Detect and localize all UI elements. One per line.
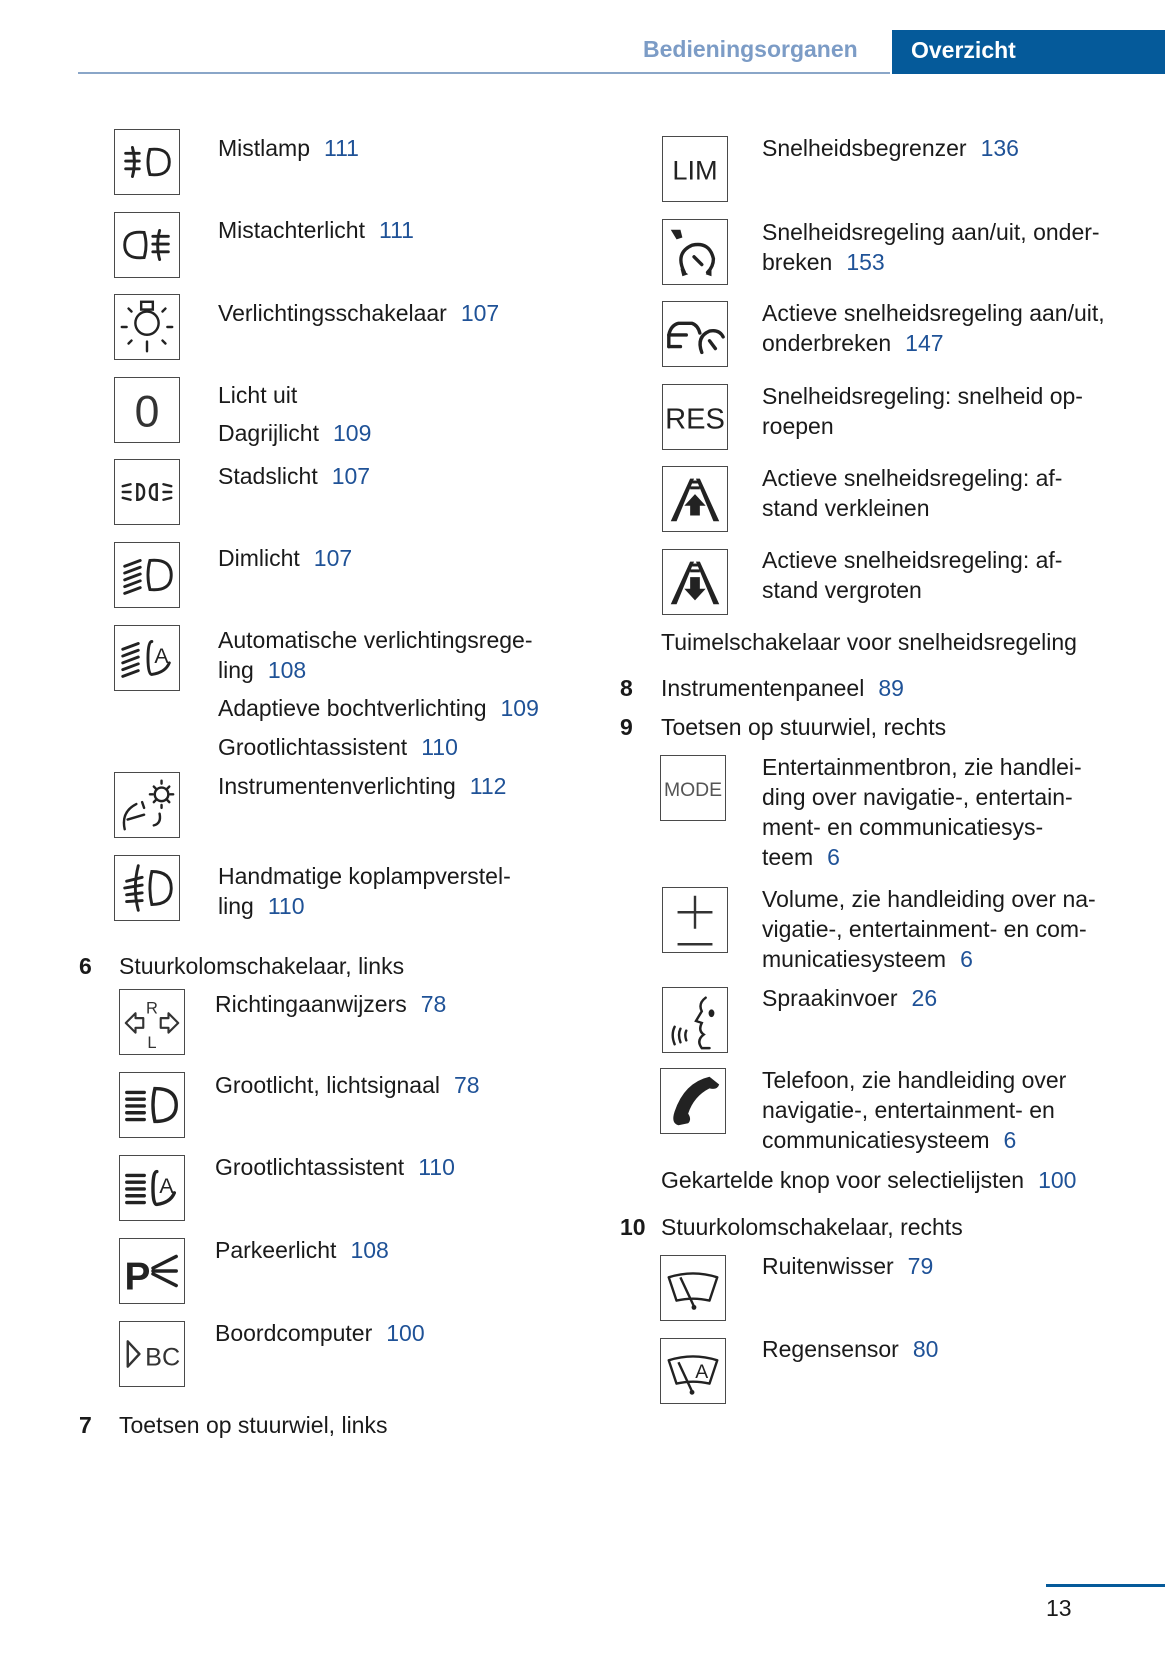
page-ref[interactable]: 89 <box>878 675 904 701</box>
turn-signal-icon <box>119 989 185 1055</box>
item-stadslicht: Stadslicht 107 <box>218 463 371 489</box>
svg-text:MODE: MODE <box>663 778 723 801</box>
item-automatische-verlichtingsregeling: Automatische verlichtingsrege- <box>218 627 533 653</box>
svg-text:BC: BC <box>145 1343 181 1372</box>
item-volume-l3: municatiesysteem 6 <box>762 946 973 972</box>
item-snelheidsbegrenzer: Snelheidsbegrenzer 136 <box>762 135 1019 161</box>
active-cruise-control-icon <box>662 301 728 367</box>
item-afstand-verkleinen-cont: stand verkleinen <box>762 495 930 521</box>
item-parkeerlicht: Parkeerlicht 108 <box>215 1237 389 1263</box>
item-snelheidsregeling-cont: breken 153 <box>762 249 885 275</box>
header-divider <box>78 72 890 74</box>
item-licht-uit: Licht uit <box>218 382 298 408</box>
item-grootlichtassistent: Grootlichtassistent 110 <box>218 734 458 760</box>
auto-headlight-icon <box>114 625 180 691</box>
section-number: 9 <box>620 714 633 740</box>
item-entertainmentbron-l4: teem 6 <box>762 844 840 870</box>
page-ref[interactable]: 112 <box>469 773 507 799</box>
svg-text:R: R <box>146 999 158 1018</box>
parking-light-icon <box>119 1238 185 1304</box>
item-tuimelschakelaar: Tuimelschakelaar voor snelheidsregeling <box>661 629 1077 655</box>
onboard-computer-icon <box>119 1321 185 1387</box>
page-ref[interactable]: 110 <box>421 734 458 760</box>
section-number: 6 <box>79 953 92 979</box>
item-afstand-vergroten-cont: stand vergroten <box>762 577 922 603</box>
page-ref[interactable]: 111 <box>324 135 359 161</box>
item-handmatige-koplampverstelling: Handmatige koplampverstel- <box>218 863 511 889</box>
page-ref[interactable]: 100 <box>386 1320 425 1346</box>
headlight-range-icon <box>114 855 180 921</box>
svg-text:L: L <box>147 1034 157 1053</box>
page-ref[interactable]: 108 <box>350 1237 389 1263</box>
svg-text:A: A <box>159 1173 174 1198</box>
svg-text:A: A <box>695 1360 709 1383</box>
item-dagrijlicht: Dagrijlicht 109 <box>218 420 372 446</box>
low-beam-icon <box>114 542 180 608</box>
rear-fog-light-icon <box>114 212 180 278</box>
page-ref[interactable]: 26 <box>911 985 938 1011</box>
svg-text:0: 0 <box>134 387 160 437</box>
svg-text:LIM: LIM <box>672 154 718 186</box>
page-ref[interactable]: 109 <box>332 420 372 446</box>
item-grootlicht-lichtsignaal: Grootlicht, lichtsignaal 78 <box>215 1072 480 1098</box>
item-instrumentenverlichting: Instrumentenverlichting 112 <box>218 773 507 799</box>
section-title-toetsen-stuurwiel-rechts: Toetsen op stuurwiel, rechts <box>661 714 947 740</box>
distance-decrease-icon <box>662 466 728 532</box>
wiper-icon <box>660 1255 726 1321</box>
item-telefoon-l2: navigatie-, entertainment- en <box>762 1097 1055 1123</box>
item-spraakinvoer: Spraakinvoer 26 <box>762 985 938 1011</box>
footer-divider <box>1046 1584 1165 1587</box>
page-ref[interactable]: 78 <box>454 1072 480 1098</box>
item-volume-l2: vigatie-, entertainment- en com- <box>762 916 1087 942</box>
lights-off-icon <box>114 377 180 443</box>
page-ref[interactable]: 78 <box>420 991 447 1017</box>
page-ref[interactable]: 110 <box>267 893 305 919</box>
page-ref[interactable]: 6 <box>1003 1127 1017 1153</box>
item-afstand-verkleinen: Actieve snelheidsregeling: af- <box>762 465 1063 491</box>
section-title-stuurkolomschakelaar-links: Stuurkolomschakelaar, links <box>119 953 405 979</box>
item-afstand-vergroten: Actieve snelheidsregeling: af- <box>762 547 1063 573</box>
page-ref[interactable]: 109 <box>500 695 539 721</box>
item-snelheid-oproepen: Snelheidsregeling: snelheid op- <box>762 383 1083 409</box>
mode-icon <box>660 755 726 821</box>
section-number: 10 <box>620 1214 646 1240</box>
page-number: 13 <box>1046 1595 1072 1621</box>
page-ref[interactable]: 79 <box>907 1253 934 1279</box>
item-handmatige-koplampverstelling-cont: ling 110 <box>218 893 305 919</box>
rain-sensor-icon <box>660 1338 726 1404</box>
item-automatische-verlichtingsregeling-cont: ling 108 <box>218 657 307 683</box>
page-ref[interactable]: 107 <box>460 300 500 326</box>
page-ref[interactable]: 107 <box>313 545 353 571</box>
svg-text:A: A <box>154 643 169 668</box>
high-beam-assist-icon <box>119 1155 185 1221</box>
item-adaptieve-bochtverlichting: Adaptieve bochtverlichting 109 <box>218 695 539 721</box>
item-gekartelde-knop: Gekartelde knop voor selectielijsten 100 <box>661 1167 1077 1193</box>
distance-increase-icon <box>662 549 728 615</box>
page-ref[interactable]: 153 <box>846 249 885 275</box>
item-volume-l1: Volume, zie handleiding over na- <box>762 886 1096 912</box>
header-section-title: Bedieningsorganen <box>643 36 858 62</box>
section-title-toetsen-stuurwiel-links: Toetsen op stuurwiel, links <box>119 1412 388 1438</box>
item-snelheidsregeling: Snelheidsregeling aan/uit, onder- <box>762 219 1100 245</box>
item-entertainmentbron-l2: ding over navigatie-, entertain- <box>762 784 1073 810</box>
item-regensensor: Regensensor 80 <box>762 1336 939 1362</box>
page-ref[interactable]: 147 <box>905 330 944 356</box>
voice-input-icon <box>662 987 728 1053</box>
item-actieve-snelheidsregeling: Actieve snelheidsregeling aan/uit, <box>762 300 1105 326</box>
phone-icon <box>660 1068 726 1134</box>
high-beam-icon <box>119 1072 185 1138</box>
page-ref[interactable]: 107 <box>331 463 371 489</box>
svg-text:RES: RES <box>665 403 725 436</box>
light-switch-icon <box>114 294 180 360</box>
section-number: 8 <box>620 675 633 701</box>
volume-icon <box>662 887 728 953</box>
section-number: 7 <box>79 1412 92 1438</box>
item-entertainmentbron-l3: ment- en communicatiesys- <box>762 814 1044 840</box>
page-ref[interactable]: 111 <box>378 217 414 243</box>
section-title-stuurkolomschakelaar-rechts: Stuurkolomschakelaar, rechts <box>661 1214 963 1240</box>
page-ref[interactable]: 80 <box>912 1336 939 1362</box>
item-richtingaanwijzers: Richtingaanwijzers 78 <box>215 991 447 1017</box>
item-boordcomputer: Boordcomputer 100 <box>215 1320 425 1346</box>
item-snelheid-oproepen-cont: roepen <box>762 413 834 439</box>
item-entertainmentbron-l1: Entertainmentbron, zie handlei- <box>762 754 1082 780</box>
section-title-instrumentenpaneel: Instrumentenpaneel 89 <box>661 675 904 701</box>
item-mistlamp: Mistlamp 111 <box>218 135 359 161</box>
item-grootlichtassistent-2: Grootlichtassistent 110 <box>215 1154 455 1180</box>
resume-icon <box>662 384 728 450</box>
header-tab-label: Overzicht <box>911 37 1016 63</box>
svg-text:P: P <box>124 1255 151 1299</box>
header-tab <box>892 30 1165 74</box>
page-ref[interactable]: 108 <box>267 657 307 683</box>
parking-lights-icon <box>114 459 180 525</box>
item-verlichtingsschakelaar: Verlichtingsschakelaar 107 <box>218 300 500 326</box>
fog-lamp-icon <box>114 129 180 195</box>
item-telefoon-l3: communicatiesysteem 6 <box>762 1127 1017 1153</box>
page-ref[interactable]: 110 <box>418 1154 455 1180</box>
item-mistachterlicht: Mistachterlicht 111 <box>218 217 414 243</box>
item-actieve-snelheidsregeling-cont: onderbreken 147 <box>762 330 944 356</box>
page-ref[interactable]: 100 <box>1038 1167 1077 1193</box>
item-ruitenwisser: Ruitenwisser 79 <box>762 1253 934 1279</box>
page-ref[interactable]: 6 <box>960 946 973 972</box>
speed-limiter-icon <box>662 136 728 202</box>
page-ref[interactable]: 6 <box>827 844 840 870</box>
cruise-control-icon <box>662 219 728 285</box>
instrument-lighting-icon <box>114 772 180 838</box>
page-ref[interactable]: 136 <box>980 135 1019 161</box>
item-telefoon-l1: Telefoon, zie handleiding over <box>762 1067 1067 1093</box>
item-dimlicht: Dimlicht 107 <box>218 545 353 571</box>
